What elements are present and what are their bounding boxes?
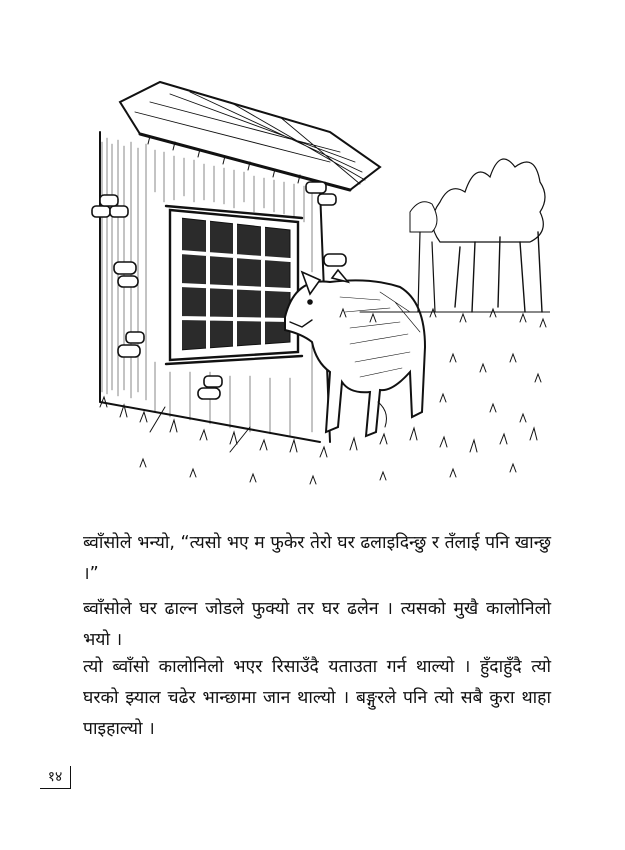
paragraph-text: त्यो ब्वाँसो कालोनिलो भएर रिसाउँदै यताउता गर्न थाल्यो । हुँदाहुँदै त्यो घरको झ्याल चढेर भान्छामा जान थाल्यो । बङ्गुरले पनि त्यो सबै कुरा थाहा पाइहाल्यो । <box>83 657 551 739</box>
paragraph-text: ब्वाँसोले घर ढाल्न जोडले फुक्यो तर घर ढलेन । त्यसको मुखै कालोनिलो भयो । <box>83 599 551 650</box>
trees-icon <box>410 159 545 312</box>
page-number: १४ <box>40 766 71 789</box>
roof-icon <box>120 82 380 190</box>
story-paragraph-1 <box>83 528 551 590</box>
story-illustration <box>80 72 550 497</box>
paragraph-text: ब्वाँसोले भन्यो, “त्यसो भए म फुकेर तेरो घर ढलाइदिन्छु र तँलाई पनि खान्छु ।” <box>83 533 551 584</box>
wolf-icon <box>285 270 425 436</box>
story-paragraph-3 <box>83 652 551 745</box>
window-icon <box>166 206 302 364</box>
story-paragraph-2 <box>83 594 551 656</box>
